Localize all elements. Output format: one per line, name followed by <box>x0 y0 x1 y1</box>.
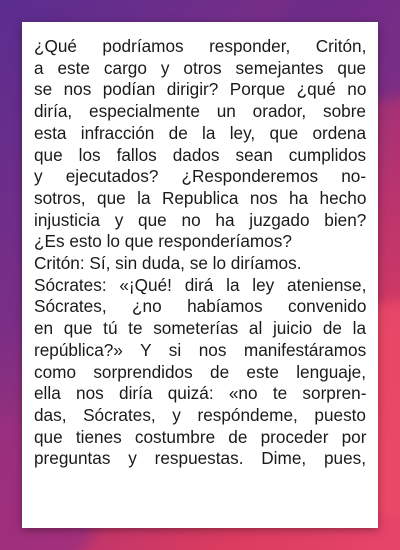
text-line: en que tú te someterías al juicio de la <box>34 318 366 339</box>
text-line: ¿Es esto lo que responderíamos? <box>34 231 292 252</box>
text-line: que tienes costumbre de proceder por <box>34 426 367 447</box>
text-line: que los fallos dados sean cumplidos <box>34 144 367 165</box>
text-line: a este cargo y otros semejantes que <box>34 57 367 78</box>
text-line: se nos podían dirigir? Porque ¿qué no <box>34 79 367 100</box>
text-line: sotros, que la Republica nos ha hecho <box>34 187 367 208</box>
text-line: injusticia y que no ha juzgado bien? <box>34 209 367 230</box>
body-text <box>34 36 366 470</box>
text-line: preguntas y respuestas. Dime, pues, <box>34 448 366 469</box>
text-page <box>22 22 378 528</box>
text-line: república?» Y si nos manifestáramos <box>34 339 367 360</box>
text-line: Sócrates: «¡Qué! dirá la ley ateniense, <box>34 274 367 295</box>
text-line: Sócrates, ¿no habíamos convenido <box>34 296 367 317</box>
text-line: ¿Qué podríamos responder, Critón, <box>34 36 367 56</box>
text-line: como sorprendidos de este lenguaje, <box>34 361 366 382</box>
text-line: esta infracción de la ley, que ordena <box>34 122 366 143</box>
text-line: Critón: Sí, sin duda, se lo diríamos. <box>34 253 302 274</box>
text-line: y ejecutados? ¿Responderemos no- <box>34 166 367 187</box>
text-line: ella nos diría quizá: «no te sorpren- <box>34 383 367 404</box>
text-line: das, Sócrates, y respóndeme, puesto <box>34 404 366 425</box>
text-line: diría, especialmente un orador, sobre <box>34 101 366 122</box>
